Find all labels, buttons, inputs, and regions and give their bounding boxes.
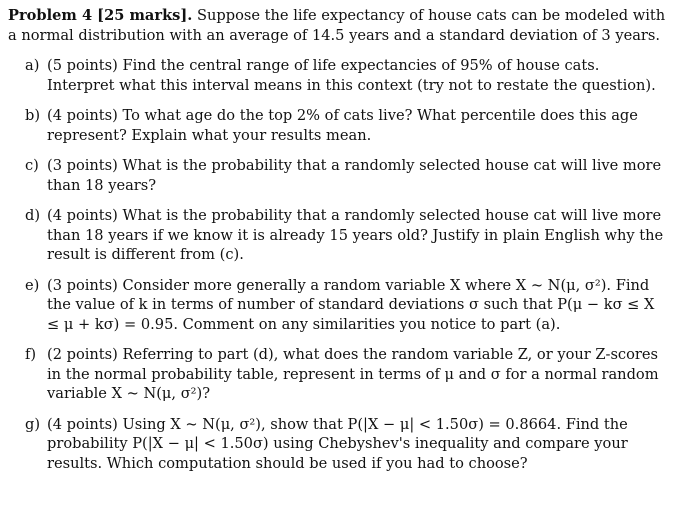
part-e-text: (3 points) Consider more generally a random variable X where X ~ N(μ, σ²). Find the value of k in terms of number of standard deviations σ such that P(μ − kσ ≤ X ≤ μ + kσ) = 0.95. Comment on any similarities you notice to part (a). (47, 276, 655, 333)
part-g-text: (4 points) Using X ~ N(μ, σ²), show that P(|X − μ| < 1.50σ) = 0.8664. Find the probability P(|X − μ| < 1.50σ) using Chebyshev's inequality and compare your results. Which computation should be used if you had to choose? (47, 415, 628, 472)
part-g (8, 415, 671, 474)
part-d-label: d) (25, 207, 41, 224)
part-c-text: (3 points) What is the probability that a randomly selected house cat will live more than 18 years? (47, 157, 662, 194)
problem-intro (8, 6, 671, 45)
part-a-label: a) (25, 57, 40, 74)
part-e (8, 276, 671, 335)
part-c-label: c) (25, 157, 39, 174)
problem-heading: Problem 4 [25 marks]. (8, 7, 193, 24)
part-a (8, 56, 671, 95)
part-f-text: (2 points) Referring to part (d), what does the random variable Z, or your Z-scores in the normal probability table, represent in terms of μ and σ for a normal random variable X ~ N(μ, σ²)? (47, 346, 659, 402)
part-b-text: (4 points) To what age do the top 2% of cats live? What percentile does this age represent? Explain what your results mean. (47, 107, 638, 144)
part-c (8, 156, 671, 195)
part-f (8, 345, 671, 404)
part-g-label: g) (25, 415, 41, 433)
part-d-text: (4 points) What is the probability that a randomly selected house cat will live more than 18 years if we know it is already 15 years old? Justify in plain English why the result is different from (c). (47, 207, 664, 263)
problem-parts (8, 56, 671, 473)
part-b (8, 106, 671, 145)
part-b-label: b) (25, 107, 41, 124)
part-e-label: e) (25, 276, 40, 294)
part-a-text: (5 points) Find the central range of life expectancies of 95% of house cats. Interpret what this interval means in this context (try not to restate the question). (47, 57, 656, 94)
part-f-label: f) (25, 346, 37, 363)
problem-statement: Suppose the life expectancy of house cats can be modeled with a normal distribution with an average of 14.5 years and a standard deviation of 3 years. (8, 7, 666, 44)
part-d (8, 206, 671, 265)
